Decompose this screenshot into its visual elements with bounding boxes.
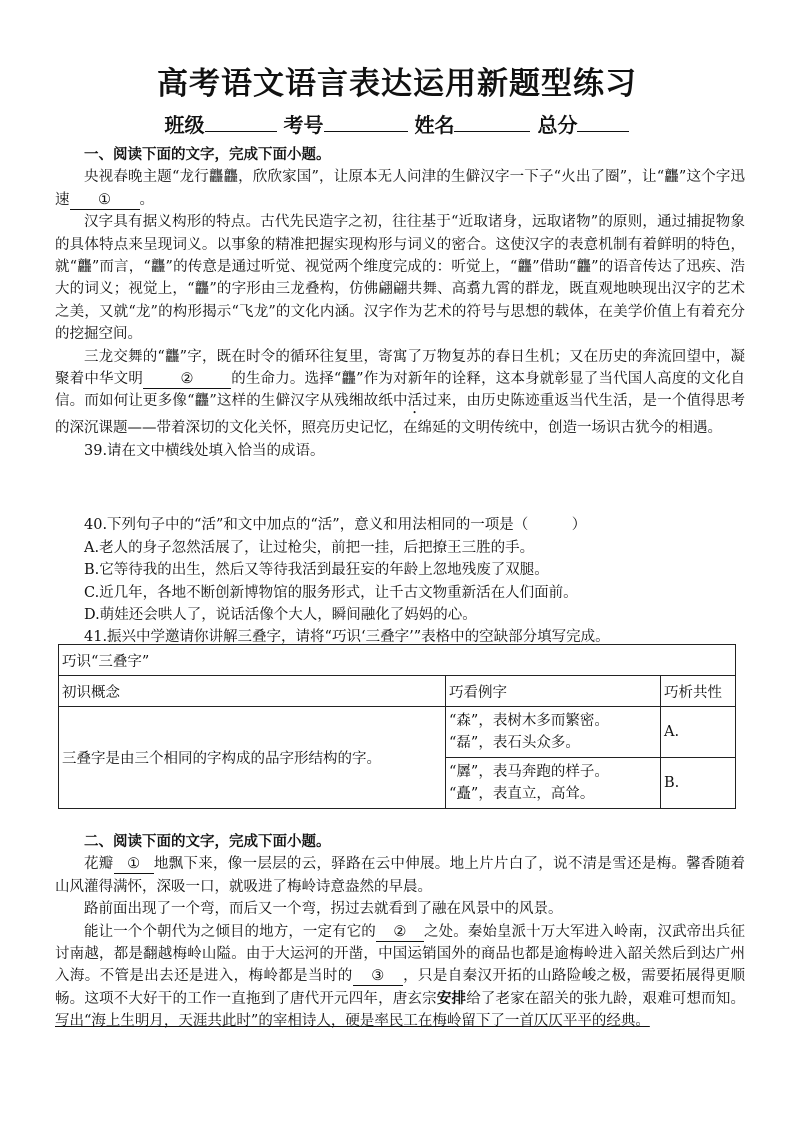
page-title: 高考语文语言表达运用新题型练习 [157, 66, 637, 102]
section-two-heading: 二、阅读下面的文字，完成下面小题。 [84, 833, 331, 850]
question-40-option-c[interactable]: C.近几年，各地不断创新博物馆的服务形式，让千古文物重新活在人们面前。 [84, 584, 578, 601]
table-header-commonality: 巧析共性 [661, 676, 736, 707]
table-header-examples: 巧看例字 [446, 676, 661, 707]
section-one-heading: 一、阅读下面的文字，完成下面小题。 [84, 146, 331, 163]
score-blank[interactable] [577, 111, 629, 132]
question-40-option-a[interactable]: A.老人的身子忽然活展了，让过枪尖，前把一挂，后把撩王三胜的手。 [84, 539, 535, 556]
question-40: 40.下列句子中的“活”和文中加点的“活”，意义和用法相同的一项是（ ） [84, 517, 587, 534]
answer-space-39[interactable] [55, 462, 745, 514]
section-one [55, 144, 745, 649]
blank-1[interactable]: ① [70, 191, 140, 210]
number-label: 考号 [283, 113, 324, 137]
section-two [55, 831, 745, 1033]
name-blank[interactable] [454, 111, 530, 132]
class-label: 班级 [164, 113, 205, 137]
question-40-option-d[interactable]: D.萌娃还会哄人了，说话活像个大人，瞬间融化了妈妈的心。 [84, 606, 477, 623]
passage-paragraph-2: 汉字具有据义构形的特点。古代先民造字之初，往往基于“近取诸身，远取诸物”的原则，通过捕捉物象的具体特点来呈现词义。以事象的精准把握实现构形与词义的密合。这使汉字的表意机制有着鲜明的特色，就“龘”而言，“龘”的传意是通过听觉、视觉两个维度完成的：听觉上，“龘”借助“龘”的语音传达了迅疾、浩大的词义；视觉上，“龘”的字形由三龙叠构，仿佛翩翩共舞、高翥九霄的群龙，既直观地映现出汉字的艺术之美，又就“龙”的构形揭示“飞龙”的文化内涵。汉字作为艺术的符号与思想的载体，在美学价值上有着充分的挖掘空间。 [55, 214, 745, 343]
table-concept-cell: 三叠字是由三个相同的字构成的品字形结构的字。 [59, 707, 446, 809]
score-label: 总分 [537, 113, 578, 137]
table-caption: 巧识“三叠字” [59, 645, 736, 676]
question-41: 41.振兴中学邀请你讲解三叠字，请将“巧识‘三叠字’”表格中的空缺部分填写完成。 [84, 629, 610, 646]
blank-2[interactable]: ② [143, 370, 231, 389]
student-info-line [0, 109, 794, 138]
name-label: 姓名 [414, 113, 455, 137]
section-two-blank-3[interactable]: ③ [353, 967, 403, 986]
section-two-paragraph-3: 能让一个个朝代为之倾目的地方，一定有它的 ② 之处。秦始皇派十万大军进入岭南，汉武帝出兵征讨南越，都是翻越梅岭山隘。由于大运河的开凿，中国运销国外的商品也都是逾梅岭进入韶关然后到达广州入海。不管是出去还是进入，梅岭都是当时的 ③ ，只是自秦汉开拓的山路险峻之极，需要拓展得更顺畅。这项不大好干的工作一直拖到了唐代开元四年，唐玄宗安排给了老家在韶关的张九龄，艰难可想而知。写出“海上生明月，天涯共此时”的宰相诗人，硬是率民工在梅岭留下了一首仄仄平平的经典。 [55, 923, 746, 1030]
table-example-cell-2: “羼”，表马奔跑的样子。 “矗”，表直立，高耸。 [446, 758, 661, 809]
passage-paragraph-1: 央视春晚主题“龙行龘龘，欣欣家国”，让原本无人问津的生僻汉字一下子“火出了圈”，让“龘”这个字迅速 ① 。 [55, 169, 745, 208]
table-answer-b[interactable]: B. [661, 758, 736, 809]
passage-paragraph-3: 三龙交舞的“龘”字，既在时令的循环往复里，寄寓了万物复苏的春日生机；又在历史的奔流回望中，凝聚着中华文明 ② 的生命力。选择“龘”作为对新年的诠释，这本身就彰显了当代国人高度的文化自信。而如何让更多像“龘”这样的生僻汉字从残缃故纸中活过来，由历史陈迹重返当代生活，是一个值得思考的深沉课题——带着深切的文化关怀，照亮历史记忆，在绵延的文明传统中，创造一场识古犹今的相遇。 [55, 348, 746, 437]
question-39: 39.请在文中横线处填入恰当的成语。 [84, 442, 325, 459]
number-blank[interactable] [324, 111, 408, 132]
table-header-concept: 初识概念 [59, 676, 446, 707]
underlined-sentence: 写出“海上生明月，天涯共此时”的宰相诗人，硬是率民工在梅岭留下了一首仄仄平平的经典。 [55, 1013, 650, 1030]
section-two-blank-1[interactable]: ① [114, 855, 154, 874]
table-example-cell-1: “森”，表树木多而繁密。 “磊”，表石头众多。 [446, 707, 661, 758]
section-two-paragraph-1: 花瓣 ① 地飘下来，像一层层的云，驿路在云中伸展。地上片片白了，说不清是雪还是梅。馨香随着山风灌得满怀，深吸一口，就吸进了梅岭诗意盎然的早晨。 [55, 856, 746, 895]
bold-word-anpai: 安排 [436, 989, 467, 1007]
three-character-table [58, 644, 736, 809]
table-answer-a[interactable]: A. [661, 707, 736, 758]
dotted-word-huo: 活 [407, 393, 423, 410]
section-two-blank-2[interactable]: ② [376, 923, 424, 942]
question-40-option-b[interactable]: B.它等待我的出生，然后又等待我活到最狂妄的年龄上忽地残废了双腿。 [84, 562, 549, 579]
class-blank[interactable] [205, 111, 277, 132]
section-two-paragraph-2: 路前面出现了一个弯，而后又一个弯，拐过去就看到了融在风景中的风景。 [84, 901, 563, 918]
